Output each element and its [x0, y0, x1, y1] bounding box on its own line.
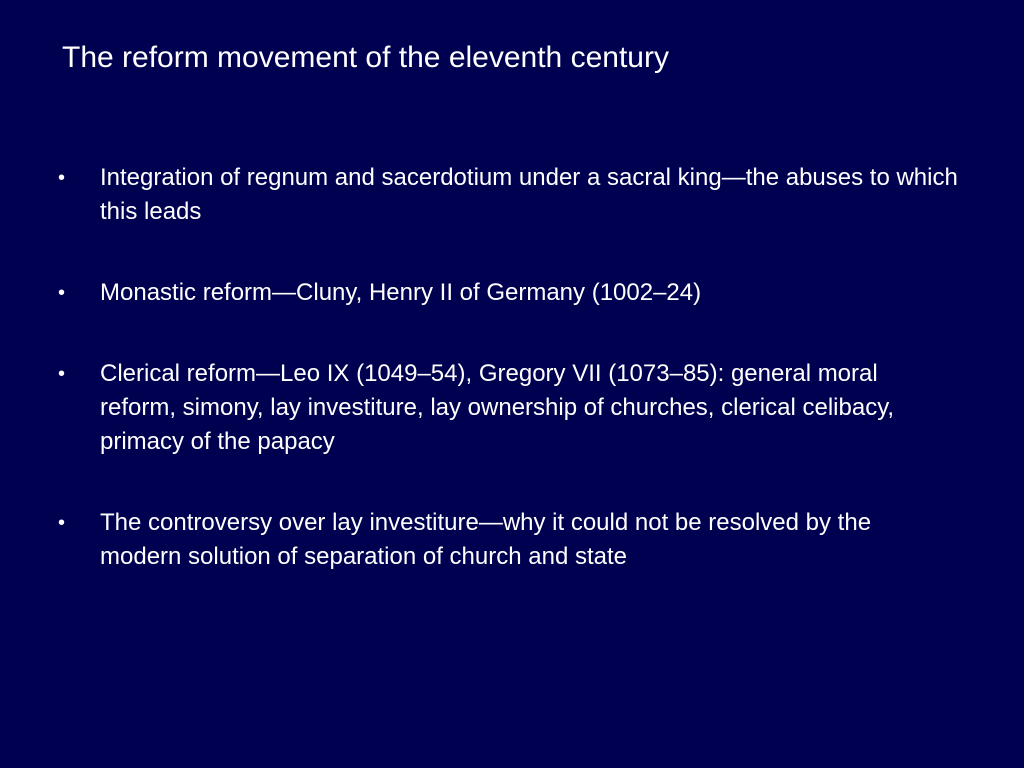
bullet-mark: • [58, 512, 66, 534]
bullet-item [58, 506, 958, 574]
bullet-text: The controversy over lay investiture—why it could not be resolved by the modern solution of separation of church and state [100, 509, 872, 570]
bullet-text: Clerical reform—Leo IX (1049–54), Gregory VII (1073–85): general moral reform, simony, lay investiture, lay ownership of churches, clerical celibacy, primacy of the papacy [100, 360, 895, 455]
bullet-item [58, 161, 958, 229]
bullet-text: Integration of regnum and sacerdotium under a sacral king—the abuses to which this leads [100, 164, 958, 225]
bullet-list [58, 161, 958, 621]
bullet-mark: • [58, 167, 66, 189]
bullet-text: Monastic reform—Cluny, Henry II of Germany (1002–24) [100, 279, 702, 306]
bullet-mark: • [58, 363, 66, 385]
bullet-item [58, 276, 958, 310]
slide-title: The reform movement of the eleventh century [62, 41, 669, 74]
bullet-item [58, 357, 958, 459]
bullet-mark: • [58, 282, 66, 304]
